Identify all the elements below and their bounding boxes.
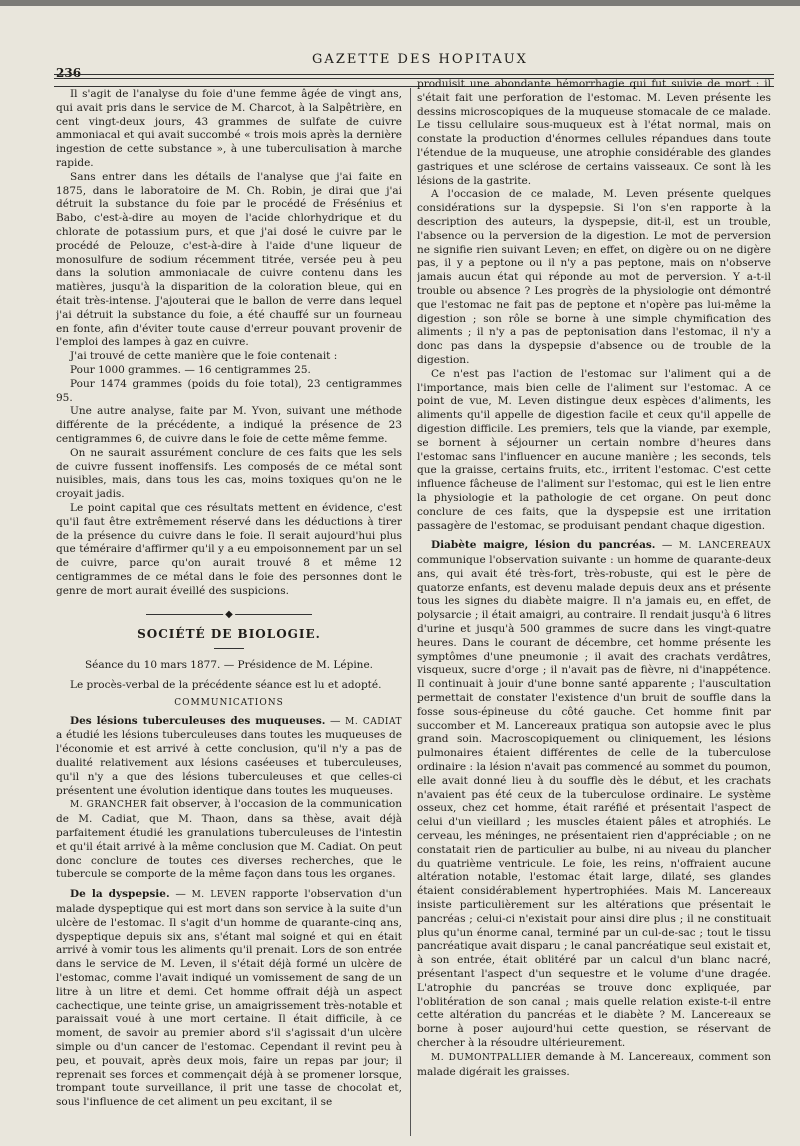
paragraph: Ce n'est pas l'action de l'estomac sur l'aliment qui a de l'importance, mais bien celle de l'aliment sur l'estomac. A ce point de vue, M. Leven distingue deux espèces d'aliments, les aliments qu'il appelle de digestion facile et ceux qu'il appelle de digestion difficile. Les premiers, tels que la viande, par exemple, se bornent à séjourner un certain nombre d'heures dans l'estomac sans l'influencer en aucune manière ; les seconds, tels que la graisse, certains fruits, etc., irritent l'estomac. C'est cette influence fâcheuse de l'aliment sur l'estomac, qui est le lien entre la physiologie et la pathologie de cet organe. On peut donc conclure de ces faits, que la dyspepsie est une irritation passagère de l'estomac, se produisant pendant chaque digestion. [417,367,771,532]
paragraph: Il s'agit de l'analyse du foie d'une femme âgée de vingt ans, qui avait pris dans le service de M. Charcot, à la Salpêtrière, en cent vingt-deux jours, 43 grammes de sulfate de cuivre ammoniacal et qui avait succombé « trois mois après la dernière ingestion de cette substance », à une tuberculisation à marche rapide. [56,88,402,169]
author-name: M. DUMONTPALLIER [431,1052,542,1063]
author-name: M. LANCEREAUX [678,541,771,552]
section-heading: Des lésions tuberculeuses des muqueuses. [70,714,326,727]
right-column [417,78,771,1138]
paragraph: Des lésions tuberculeuses des muqueuses. — M. CADIAT a étudié les lésions tuberculeuses dans toutes les muqueuses de l'économie et est arrivé à cette conclusion, qu'il n'y a pas de dualité relativement aux lésions caséeuses et tuberculeuses, qu'il n'y a que des lésions tuberculeuses et que celles-ci présentent une évolution identique dans toutes les muqueuses. [56,714,402,797]
paragraph: Une autre analyse, faite par M. Yvon, suivant une méthode différente de la précédente, a indiqué la présence de 23 centigrammes 6, de cuivre dans le foie de cette même femme. [56,405,402,445]
section-heading: Diabète maigre, lésion du pancréas. [431,539,656,552]
paragraph: Pour 1000 grammes. — 16 centigrammes 25. [70,363,311,376]
section-separator: ◆ [56,608,402,622]
society-title: SOCIÉTÉ DE BIOLOGIE. [137,627,321,642]
minutes-line: Le procès-verbal de la précédente séance est lu et adopté. [70,679,382,692]
author-name: M. LEVEN [191,890,247,901]
paragraph: J'ai trouvé de cette manière que le foie contenait : [70,350,338,363]
paragraph: Diabète maigre, lésion du pancréas. — M. LANCEREAUX communique l'observation suivante : un homme de quarante-deux ans, qui avait été très-fort, très-robuste, qui est le père de quatorze enfants, est devenu malade depuis deux ans et présente tous les signes du diabète maigre. Il n'a jamais eu, en effet, de polysarcie ; il était amaigri, au contraire. Il rendait jusqu'à 6 litres d'urine et jusqu'à 500 grammes de sucre dans les vingt-quatre heures. Dans le courant de décembre, cet homme présente les symptômes d'une pneumonie ; il avait des crachats verdâtres, visqueux, sucre d'orge ; il n'avait pas de fièvre, ni d'inappétence. Il continuait à jouir d'une bonne santé apparente ; l'auscultation permettait de constater l'existence d'un bruit de souffle dans la fosse sous-épineuse du côté gauche. Cet homme finit par succomber et M. Lancereaux pratiqua son autopsie avec le plus grand soin. Macroscopiquement ou cliniquement, les lésions pulmonaires étaient différentes de celle de la tuberculose ordinaire : la lésion n'avait pas commencé au sommet du poumon, elle avait donné lieu à du souffle dès le début, et les crachats n'avaient pas été ceux de la tuberculose ordinaire. Le système osseux, chez cet homme, était raréfié et présentait l'aspect de celui d'un vieillard ; les muscles étaient pâles et atrophiés. Le cerveau, les méninges, ne présentaient rien d'appréciable ; on ne constatait rien de particulier au bulbe, ni au niveau du plancher du quatrième ventricule. Le foie, les reins, n'offraient aucune altération notable, l'estomac était large, dilaté, ses glandes étaient considérablement hypertrophiées. Mais M. Lancereaux insiste particulièrement sur les altérations que présentait le pancréas ; celui-ci n'existait pour ainsi dire plus ; il ne constituait plus qu'un énorme canal, terminé par un cul-de-sac ; tout le tissu pancréatique avait disparu ; le canal pancréatique seul existait et, à son entrée, était oblitéré par un calcul d'un blanc nacré, présentant l'aspect d'un sequestre et le volume d'une dragée. L'atrophie du pancréas se trouve donc expliquée, par l'oblitération de son canal ; mais quelle relation existe-t-il entre cette altération du pancréas et le diabète ? M. Lancereaux se borne à poser aujourd'hui cette question, se réservant de chercher à la résoudre ultérieurement. [417,539,771,1049]
short-rule [214,648,244,649]
author-name: M. GRANCHER [70,800,148,811]
paragraph: Sans entrer dans les détails de l'analyse que j'ai faite en 1875, dans le laboratoire de M. Ch. Robin, je dirai que j'ai détruit la substance du foie par le procédé de Frésénius et Babo, c'est-à-dire au moyen de l'acide chlorhydrique et du chlorate de potassium purs, et que j'ai dosé le cuivre par le procédé de Pelouze, c'est-à-dire à l'aide d'une liqueur de monosulfure de sodium récemment titrée, versée peu à peu dans la solution ammoniacale de cuivre contenu dans les matières, jusqu'à la disparition de la coloration bleue, qui en était très-intense. J'ajouterai que le ballon de verre dans lequel j'ai détruit la substance du foie, a été chauffé sur un fourneau en fonte, afin d'éviter toute cause d'erreur pouvant provenir de l'emploi des lampes à gaz en cuivre. [56,170,402,349]
paragraph: M. GRANCHER fait observer, à l'occasion de la communication de M. Cadiat, que M. Thaon, dans sa thèse, avait déjà parfaitement étudié les granulations tuberculeuses de l'intestin et qu'il était arrivé à la même conclusion que M. Cadiat. On peut donc conclure de toutes ces diverses recherches, que le tubercule se comporte de la même façon dans tous les organes. [56,798,402,881]
left-column [56,88,402,1136]
session-line: Séance du 10 mars 1877. — Présidence de M. Lépine. [84,659,374,672]
header-rule [54,74,774,75]
scan-edge [0,0,800,6]
journal-title: GAZETTE DES HOPITAUX [312,52,528,67]
paragraph: De la dyspepsie. — M. LEVEN rapporte l'observation d'un malade dyspeptique qui est mort dans son service à la suite d'un ulcère de l'estomac. Il s'agit d'un homme de quarante-cinq ans, dyspeptique depuis six ans, s'étant mal soigné et qui en était arrivé à vomir tous les aliments qu'il prenait. Lors de son entrée dans le service de M. Leven, il s'était déjà formé un ulcère de l'estomac, comme l'avait indiqué un vomissement de sang de un litre à un litre et demi. Cet homme offrait déjà un aspect cachectique, une teinte grise, un amaigrissement très-notable et paraissait voué à une mort certaine. Il était difficile, à ce moment, de savoir au premier abord s'il s'agissait d'un ulcère simple ou d'un cancer de l'estomac. Cependant il revint peu à peu, et pouvait, après deux mois, faire un repas par jour; il reprenait ses forces et commençait déjà à se promener lorsque, trompant toute surveillance, il prit une tasse de chocolat et, sous l'influence de cet aliment un peu excitant, il se [56,888,402,1109]
page-number: 236 [56,66,82,80]
paragraph: A l'occasion de ce malade, M. Leven présente quelques considérations sur la dyspepsie. Si l'on s'en rapporte à la description des auteurs, la dyspepsie, dit-il, est un trouble, l'absence ou la perversion de la digestion. Le mot de perversion ne signifie rien suivant Leven; en effet, on digère ou on ne digère pas, il y a peptone ou il n'y a pas peptone, mais on n'observe jamais aucun état qui réponde au mot de perversion. Y a-t-il trouble ou absence ? Les progrès de la physiologie ont démontré que l'estomac ne fait pas de peptone et n'opère pas lui-même la digestion ; son rôle se borne à une simple chymification des aliments ; il n'y a pas de peptonisation dans l'estomac, il n'y a donc pas dans la dyspepsie d'absence ou de trouble de la digestion. [417,188,771,366]
column-divider [410,88,411,1136]
paragraph: Le point capital que ces résultats mettent en évidence, c'est qu'il faut être extrêmement réservé dans les déductions à tirer de la présence du cuivre dans le foie. Il serait aujourd'hui plus que téméraire d'affirmer qu'il y a eu empoisonnement par un sel de cuivre, parce qu'on aurait trouvé 8 et même 12 centigrammes de ce métal dans le foie des personnes dont le genre de mort aurait éveillé des suspicions. [56,501,402,597]
section-heading: De la dyspepsie. [70,888,170,901]
author-name: M. CADIAT [345,716,402,727]
paragraph: On ne saurait assurément conclure de ces faits que les sels de cuivre fussent inoffensifs. Les composés de ce métal sont nuisibles, mais, dans tous les cas, moins toxiques qu'on ne le croyait jadis. [56,446,402,501]
communications-heading: COMMUNICATIONS [174,697,284,708]
paragraph: M. DUMONTPALLIER demande à M. Lancereaux, comment son malade digérait les graisses. [417,1050,771,1078]
paragraph: produisit une abondante hémorrhagie qui fut suivie de mort : il s'était fait une perforation de l'estomac. M. Leven présente les dessins microscopiques de la muqueuse stomacale de ce malade. Le tissu cellulaire sous-muqueux est à l'état normal, mais on constate la production d'énormes cellules répandues dans toute l'étendue de la muqueuse, une atrophie considérable des glandes gastriques et une sclérose de certains vaisseaux. Ce sont là les lésions de la gastrite. [417,78,771,187]
paragraph: Pour 1474 grammes (poids du foie total), 23 centigrammes 95. [56,377,402,404]
